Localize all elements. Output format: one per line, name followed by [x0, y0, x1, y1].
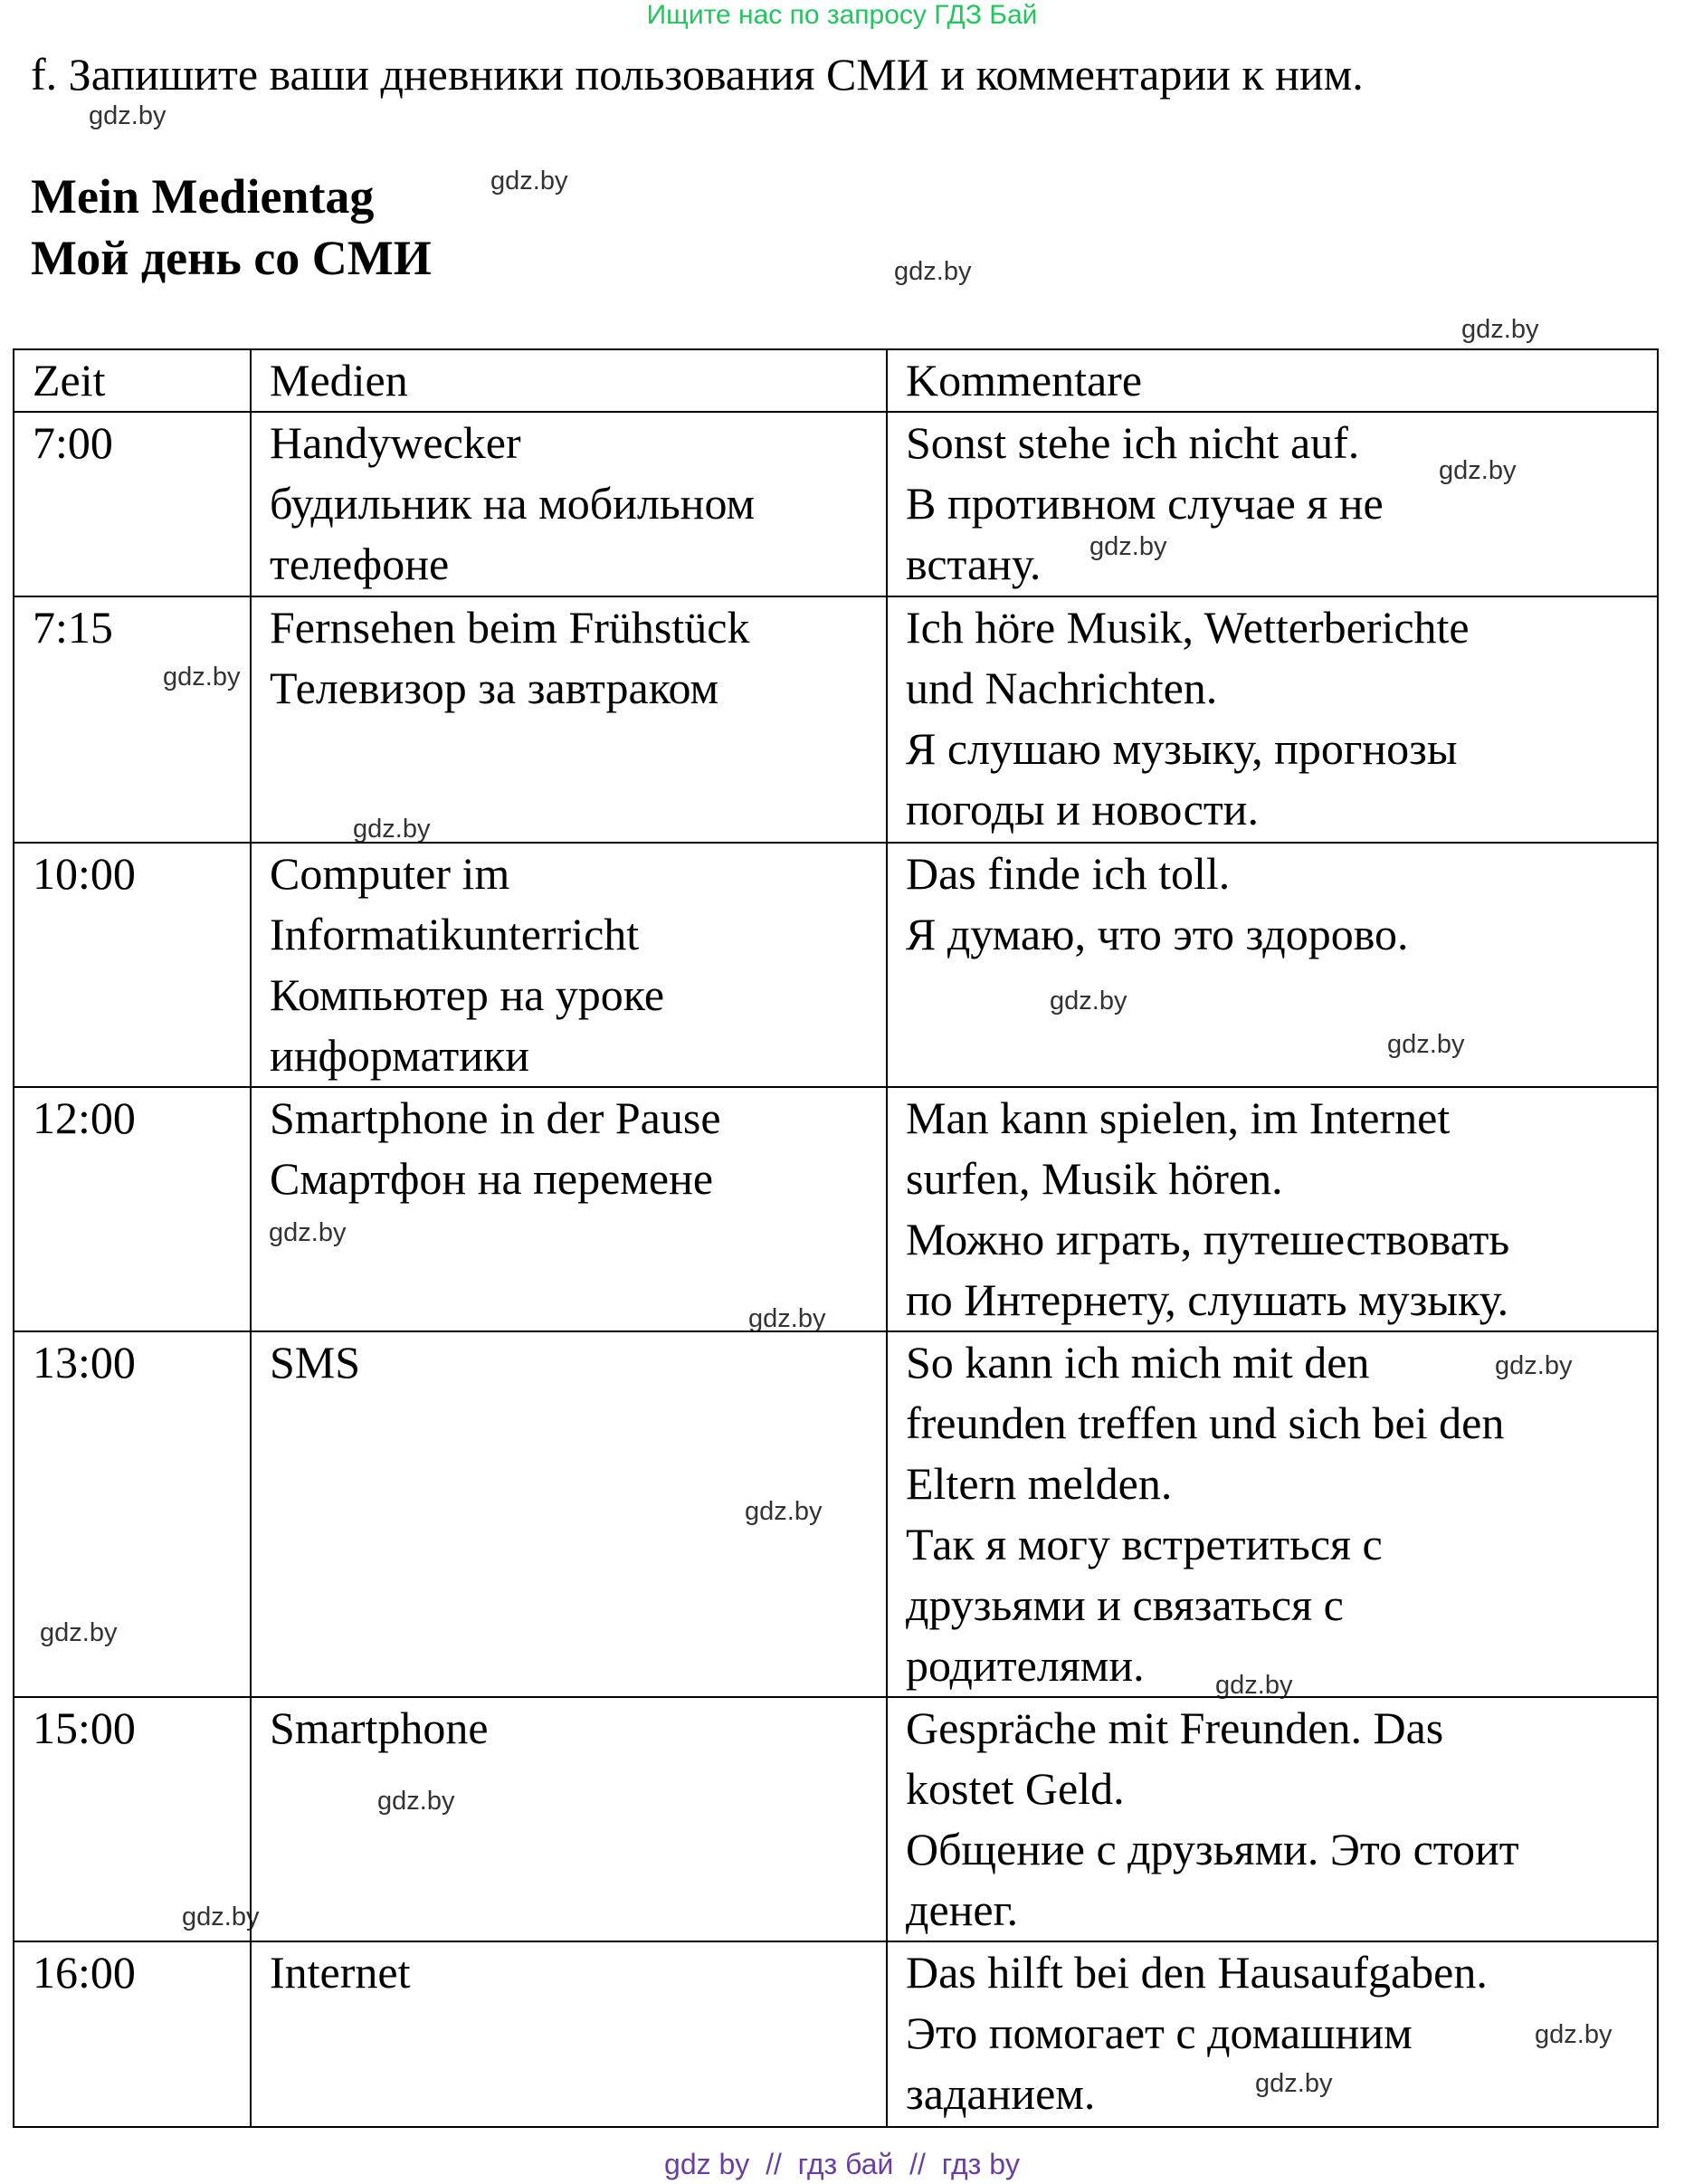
header-time: Zeit [14, 349, 251, 412]
comment-cell [887, 1941, 1658, 2127]
media-line: информатики [270, 1030, 530, 1081]
comment-line: Так я могу встретиться с [906, 1519, 1383, 1569]
watermark: gdz.by [269, 1218, 347, 1247]
media-line: Internet [270, 1947, 411, 1998]
media-line: Компьютер на уроке [270, 969, 665, 1020]
watermark: gdz.by [353, 815, 431, 844]
comment-line: Я слушаю музыку, прогнозы [906, 723, 1458, 774]
comment-line: Это помогает с домашним [906, 2008, 1413, 2058]
comment-cell [887, 596, 1658, 843]
media-diary-table [13, 348, 1659, 2128]
media-cell [251, 843, 887, 1087]
watermark: gdz.by [1461, 315, 1539, 344]
watermark: gdz.by [745, 1497, 823, 1526]
comment-line: und Nachrichten. [906, 663, 1218, 713]
time-cell: 10:00 [14, 843, 251, 1087]
comment-line: surfen, Musik hören. [906, 1153, 1283, 1204]
media-line: Informatikunterricht [270, 909, 640, 959]
comment-cell [887, 1697, 1658, 1941]
comment-line: So kann ich mich mit den [906, 1337, 1370, 1388]
time-cell: 16:00 [14, 1941, 251, 2127]
time-cell: 15:00 [14, 1697, 251, 1941]
media-cell [251, 412, 887, 596]
watermark: gdz.by [1255, 2069, 1333, 2098]
comment-cell [887, 843, 1658, 1087]
media-line: Смартфон на перемене [270, 1153, 714, 1204]
watermark: gdz.by [490, 167, 568, 196]
footer-links: gdz by // гдз бай // гдз by [664, 2148, 1020, 2180]
table-row [14, 843, 1658, 1087]
comment-line: Sonst stehe ich nicht auf. [906, 417, 1360, 468]
time-cell: 12:00 [14, 1087, 251, 1331]
comment-cell [887, 1087, 1658, 1331]
watermark: gdz.by [163, 663, 241, 691]
comment-line: Eltern melden. [906, 1458, 1173, 1509]
table-header-row [14, 349, 1658, 412]
page-title-russian: Мой день со СМИ [31, 231, 432, 285]
media-line: Телевизор за завтраком [270, 663, 719, 713]
comment-line: Gespräche mit Freunden. Das [906, 1702, 1444, 1753]
comment-line: kostet Geld. [906, 1763, 1125, 1814]
comment-line: Das hilft bei den Hausaufgaben. [906, 1947, 1488, 1998]
media-line: Smartphone in der Pause [270, 1092, 721, 1143]
comment-line: денег. [906, 1884, 1018, 1935]
comment-line: погоды и новости. [906, 784, 1259, 834]
comment-line: родителями. [906, 1640, 1145, 1691]
comment-line: Man kann spielen, im Internet [906, 1092, 1451, 1143]
comment-line: Общение с друзьями. Это стоит [906, 1824, 1519, 1874]
comment-line: Можно играть, путешествовать [906, 1214, 1510, 1264]
media-line: Computer im [270, 848, 510, 899]
watermark: gdz.by [89, 101, 166, 130]
header-comments: Kommentare [887, 349, 1658, 412]
task-heading: f. Запишите ваши дневники пользования СМИ и комментарии к ним. [31, 49, 1364, 100]
media-line: SMS [270, 1337, 361, 1388]
watermark: gdz.by [182, 1903, 260, 1931]
media-line: Fernsehen beim Frühstück [270, 602, 750, 653]
watermark: gdz.by [1050, 987, 1127, 1016]
comment-line: друзьями и связаться с [906, 1579, 1344, 1630]
table-row [14, 412, 1658, 596]
header-media: Medien [251, 349, 887, 412]
media-line: Smartphone [270, 1702, 489, 1753]
comment-line: Das finde ich toll. [906, 848, 1231, 899]
comment-line: Ich höre Musik, Wetterberichte [906, 602, 1470, 653]
media-line: Handywecker [270, 417, 521, 468]
watermark: gdz.by [40, 1618, 118, 1647]
watermark: gdz.by [1387, 1030, 1465, 1059]
watermark: gdz.by [1439, 456, 1517, 485]
media-cell [251, 1087, 887, 1331]
comment-line: по Интернету, слушать музыку. [906, 1274, 1509, 1325]
comment-line: Я думаю, что это здорово. [906, 909, 1409, 959]
watermark: gdz.by [1089, 532, 1167, 561]
watermark: gdz.by [377, 1787, 455, 1816]
watermark: gdz.by [1215, 1671, 1293, 1700]
table-row [14, 1941, 1658, 2127]
comment-line: заданием. [906, 2068, 1096, 2119]
watermark: gdz.by [1495, 1351, 1573, 1380]
watermark: gdz.by [894, 257, 972, 286]
table-row [14, 596, 1658, 843]
table-row [14, 1331, 1658, 1697]
media-cell [251, 1331, 887, 1697]
comment-line: В противном случае я не [906, 478, 1384, 529]
media-cell [251, 1697, 887, 1941]
watermark: gdz.by [748, 1304, 826, 1333]
comment-cell [887, 412, 1658, 596]
watermark: gdz.by [1535, 2020, 1613, 2049]
time-cell: 7:15 [14, 596, 251, 843]
search-hint-banner: Ищите нас по запросу ГДЗ Бай [646, 0, 1038, 30]
media-line: телефоне [270, 539, 450, 589]
table-row [14, 1697, 1658, 1941]
media-line: будильник на мобильном [270, 478, 756, 529]
comment-line: freunden treffen und sich bei den [906, 1397, 1505, 1448]
comment-cell [887, 1331, 1658, 1697]
time-cell: 13:00 [14, 1331, 251, 1697]
media-cell [251, 596, 887, 843]
comment-line: встану. [906, 539, 1042, 589]
media-cell [251, 1941, 887, 2127]
table-row [14, 1087, 1658, 1331]
page-title-german: Mein Medientag [31, 169, 375, 224]
time-cell: 7:00 [14, 412, 251, 596]
